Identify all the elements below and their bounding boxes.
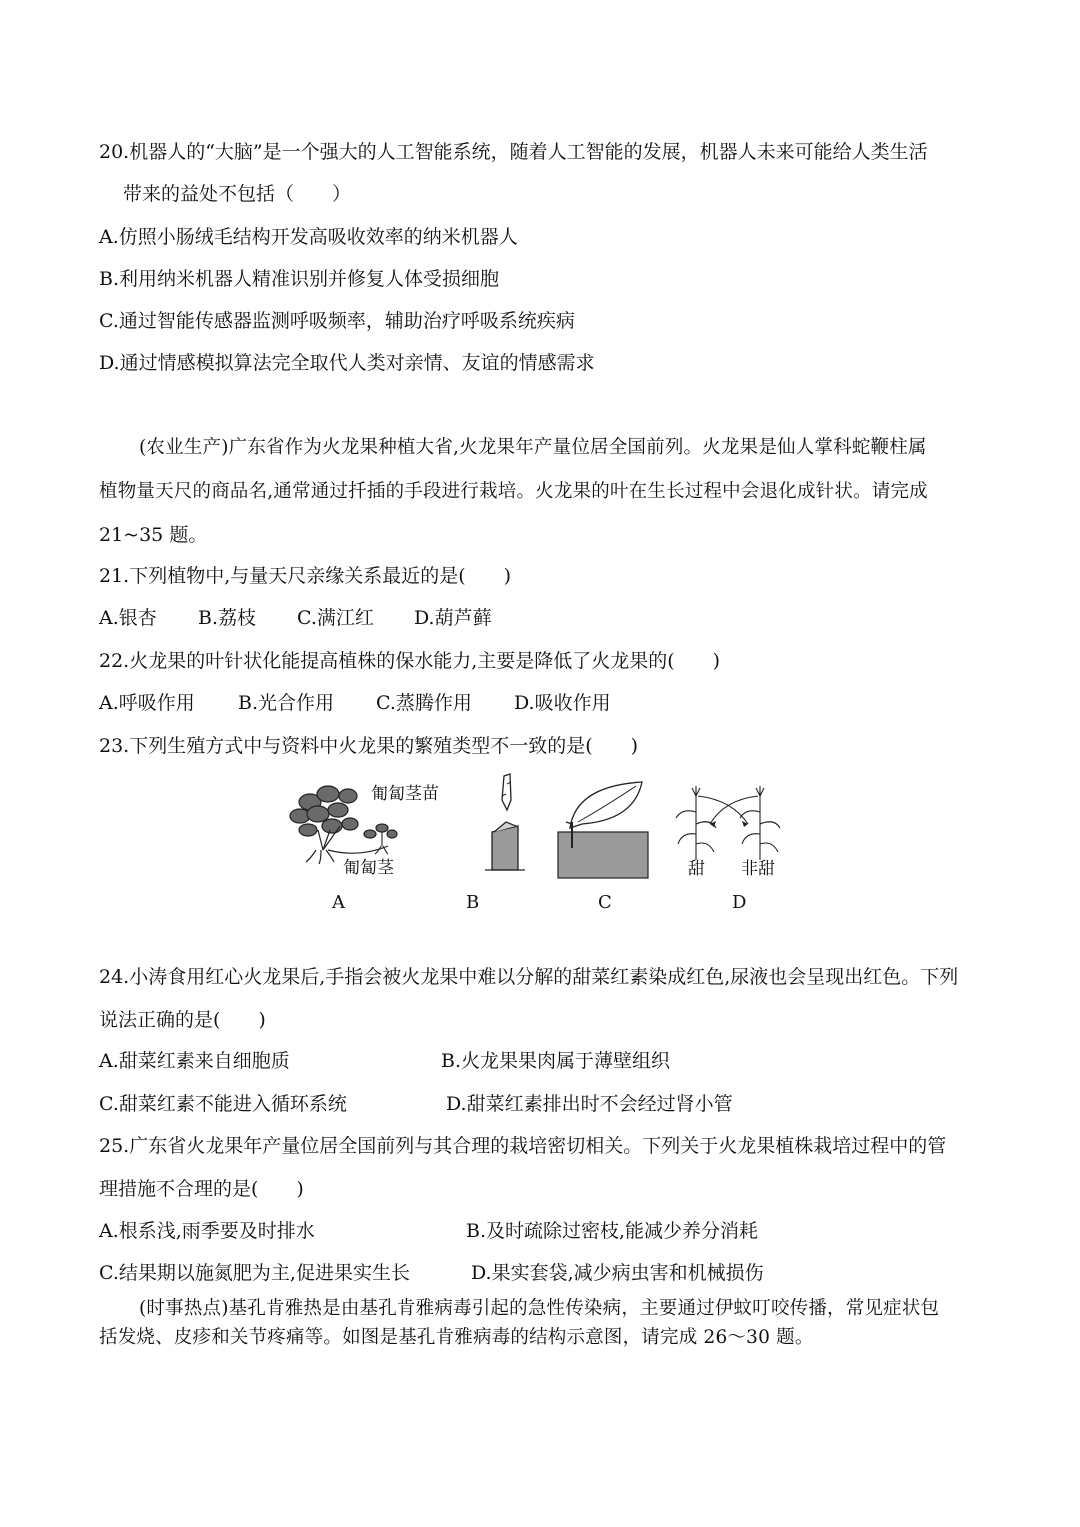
- q22-stem: 22.火龙果的叶针状化能提高植株的保水能力,主要是降低了火龙果的( ): [99, 650, 721, 672]
- passage1-line2: 植物量天尺的商品名,通常通过扦插的手段进行栽培。火龙果的叶在生长过程中会退化成针状。请完成: [99, 481, 928, 502]
- q20-stem-line2: 带来的益处不包括（ ）: [123, 183, 352, 205]
- q22-option-c: C.蒸腾作用: [376, 692, 472, 714]
- q23-stem: 23.下列生殖方式中与资料中火龙果的繁殖类型不一致的是( ): [99, 735, 639, 757]
- q21-option-b: B.荔枝: [198, 607, 257, 629]
- q23-figure-letter-d: D: [732, 892, 747, 913]
- passage2-line1: (时事热点)基孔肯雅热是由基孔肯雅病毒引起的急性传染病，主要通过伊蚊叮咬传播，常见症状包: [139, 1298, 940, 1319]
- q25-option-c: C.结果期以施氮肥为主,促进果实生长: [99, 1262, 410, 1284]
- q25-option-d: D.果实套袋,减少病虫害和机械损伤: [471, 1262, 764, 1284]
- q20-option-c: C.通过智能传感器监测呼吸频率，辅助治疗呼吸系统疾病: [99, 310, 575, 332]
- q23-figure-d-left-label: 甜: [688, 859, 705, 879]
- q20-option-a: A.仿照小肠绒毛结构开发高吸收效率的纳米机器人: [99, 226, 518, 248]
- passage2-line2: 括发烧、皮疹和关节疼痛等。如图是基孔肯雅病毒的结构示意图，请完成 26～30 题。: [99, 1327, 814, 1348]
- q21-stem: 21.下列植物中,与量天尺亲缘关系最近的是( ): [99, 565, 512, 587]
- q24-option-d: D.甜菜红素排出时不会经过肾小管: [446, 1093, 733, 1115]
- q25-stem-line1: 25.广东省火龙果年产量位居全国前列与其合理的栽培密切相关。下列关于火龙果植株栽培过程中的管: [99, 1135, 947, 1157]
- q24-option-c: C.甜菜红素不能进入循环系统: [99, 1093, 347, 1115]
- q23-figure-d-right-label: 非甜: [741, 859, 775, 879]
- q24-stem-line1: 24.小涛食用红心火龙果后,手指会被火龙果中难以分解的甜菜红素染成红色,尿液也会呈现出红色。下列: [99, 966, 959, 988]
- q25-option-a: A.根系浅,雨季要及时排水: [99, 1220, 315, 1242]
- q23-figure-letter-c: C: [598, 892, 612, 913]
- q24-stem-line2: 说法正确的是( ): [99, 1009, 266, 1031]
- q25-stem-line2: 理措施不合理的是( ): [99, 1178, 304, 1200]
- q24-option-a: A.甜菜红素来自细胞质: [99, 1050, 290, 1072]
- q23-figure-b-grafting-icon: [480, 770, 530, 880]
- q20-stem-line1: 20.机器人的“大脑”是一个强大的人工智能系统，随着人工智能的发展，机器人未来可能给人类生活: [99, 141, 928, 163]
- q23-figure-letter-a: A: [332, 892, 345, 913]
- q23-figure-letter-b: B: [466, 892, 480, 913]
- q20-option-b: B.利用纳米机器人精准识别并修复人体受损细胞: [99, 268, 500, 290]
- q23-figure-c-leaf-cutting-icon: [556, 776, 650, 880]
- passage1-line3: 21~35 题。: [99, 524, 208, 546]
- q21-option-d: D.葫芦藓: [414, 607, 492, 629]
- q22-option-d: D.吸收作用: [514, 692, 611, 714]
- q21-option-c: C.满江红: [297, 607, 374, 629]
- q21-option-a: A.银杏: [99, 607, 157, 629]
- q24-option-b: B.火龙果果肉属于薄壁组织: [441, 1050, 671, 1072]
- q22-option-a: A.呼吸作用: [99, 692, 195, 714]
- passage1-line1: (农业生产)广东省作为火龙果种植大省,火龙果年产量位居全国前列。火龙果是仙人掌科蛇鞭柱属: [139, 437, 927, 458]
- q22-option-b: B.光合作用: [238, 692, 335, 714]
- q20-option-d: D.通过情感模拟算法完全取代人类对亲情、友谊的情感需求: [99, 352, 595, 374]
- q23-figure-a-top-label: 匍匐茎苗: [371, 784, 439, 804]
- q25-option-b: B.及时疏除过密枝,能减少养分消耗: [466, 1220, 759, 1242]
- q23-figure-d-corn-pollination-icon: [672, 782, 788, 862]
- q23-figure-a-bottom-label: 匍匐茎: [343, 858, 394, 878]
